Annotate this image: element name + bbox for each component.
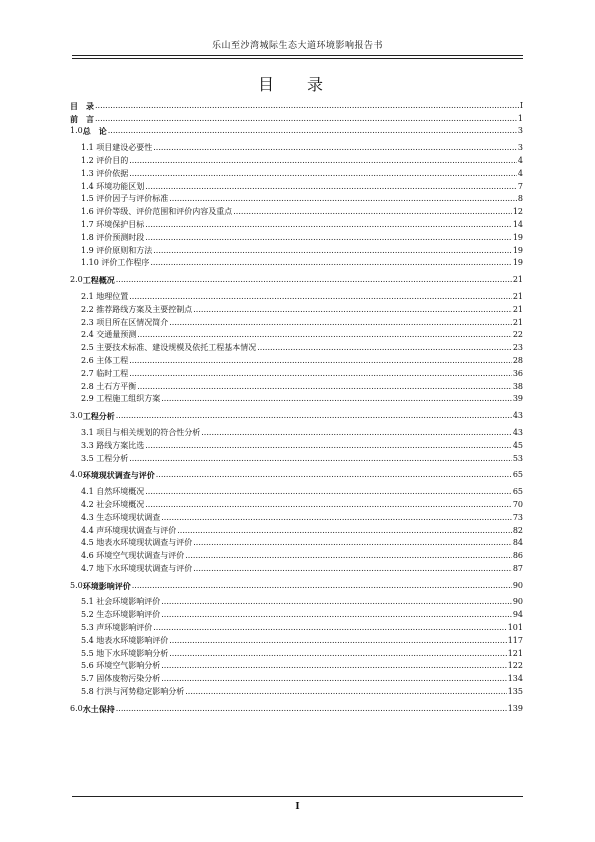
toc-section-entry[interactable] <box>70 607 523 620</box>
toc-chapter-entry[interactable] <box>70 124 523 137</box>
toc-entry-label: 5.2 生态环境影响评价 <box>81 610 161 620</box>
toc-entry-page: 94 <box>512 610 523 620</box>
toc-section-entry[interactable] <box>70 392 523 405</box>
toc-section-entry[interactable] <box>70 243 523 256</box>
toc-dot-leader <box>156 470 512 480</box>
page-title: 目 录 <box>257 75 338 94</box>
toc-dot-leader <box>145 233 512 243</box>
toc-entry-page: 14 <box>512 219 523 229</box>
toc-dot-leader <box>161 610 512 620</box>
toc-entry-page: 12 <box>512 207 523 217</box>
toc-entry-page: 38 <box>512 381 523 391</box>
toc-dot-leader <box>137 330 512 340</box>
toc-entry-label: 2.7 临时工程 <box>81 368 129 378</box>
toc-section-entry[interactable] <box>70 328 523 341</box>
toc-entry-page: 19 <box>512 232 523 242</box>
toc-entry-page: 21 <box>512 291 523 301</box>
toc-dot-leader <box>169 649 506 659</box>
toc-entry-page: 121 <box>507 648 523 658</box>
toc-entry-number: 5.0 <box>70 580 83 590</box>
toc-entry-label: 环境影响评价 <box>82 580 131 591</box>
toc-entry-page: I <box>519 100 523 110</box>
toc-entry-page: 22 <box>512 330 523 340</box>
toc-dot-leader <box>129 356 512 366</box>
toc-entry-page: 43 <box>512 411 523 421</box>
toc-dot-leader <box>116 704 507 714</box>
toc-dot-leader <box>150 258 511 268</box>
toc-entry-label: 5.7 固体废物污染分析 <box>81 674 161 684</box>
toc-entry-label: 1.4 环境功能区划 <box>81 181 145 191</box>
toc-section-entry[interactable] <box>70 510 523 523</box>
toc-section-entry[interactable] <box>70 484 523 497</box>
toc-entry-page: 3 <box>517 143 523 153</box>
toc-chapter-entry[interactable] <box>70 272 523 285</box>
toc-entry-page: 86 <box>512 551 523 561</box>
toc-entry-number: 1.0 <box>70 126 83 136</box>
toc-entry-label: 1.2 评价目的 <box>81 155 129 165</box>
toc-entry-label: 4.4 声环境现状调查与评价 <box>81 525 177 535</box>
toc-dot-leader <box>116 411 512 421</box>
toc-entry-label: 5.4 地表水环境影响评价 <box>81 635 169 645</box>
table-of-contents <box>70 98 523 714</box>
toc-section-entry[interactable] <box>70 497 523 510</box>
toc-section-entry[interactable] <box>70 561 523 574</box>
toc-dot-leader <box>193 305 512 315</box>
toc-section-entry[interactable] <box>70 646 523 659</box>
toc-entry-page: 135 <box>507 687 523 697</box>
footer-rule <box>72 796 523 797</box>
toc-dot-leader <box>169 636 506 646</box>
toc-entry-page: 84 <box>512 538 523 548</box>
toc-entry-label: 工程分析 <box>82 411 115 422</box>
toc-dot-leader <box>145 487 512 497</box>
toc-dot-leader <box>161 661 506 671</box>
toc-chapter-entry[interactable] <box>70 578 523 591</box>
toc-section-entry[interactable] <box>70 256 523 269</box>
toc-entry-label: 5.3 声环境影响评价 <box>81 623 153 633</box>
toc-entry-label: 环境现状调查与评价 <box>82 470 155 481</box>
toc-dot-leader <box>95 101 519 111</box>
toc-dot-leader <box>185 687 506 697</box>
toc-entry-page: 7 <box>517 181 523 191</box>
toc-dot-leader <box>129 156 517 166</box>
toc-section-entry[interactable] <box>70 366 523 379</box>
toc-chapter-entry[interactable] <box>70 408 523 421</box>
toc-section-entry[interactable] <box>70 659 523 672</box>
toc-entry-label: 1.3 评价依据 <box>81 168 129 178</box>
header-rule-thin <box>72 58 523 59</box>
toc-entry-page: 122 <box>507 661 523 671</box>
toc-section-entry[interactable] <box>70 595 523 608</box>
toc-entry-label: 目 录 <box>70 100 94 111</box>
toc-dot-leader <box>161 674 506 684</box>
toc-entry-label: 4.1 自然环境概况 <box>81 487 145 497</box>
toc-dot-leader <box>145 220 512 230</box>
toc-entry-page: 3 <box>517 126 523 136</box>
toc-entry-label: 前 言 <box>70 113 94 124</box>
toc-entry-label: 工程概况 <box>82 275 115 286</box>
toc-section-entry[interactable] <box>70 179 523 192</box>
toc-section-entry[interactable] <box>70 671 523 684</box>
toc-dot-leader <box>116 275 512 285</box>
toc-entry-page: 87 <box>512 563 523 573</box>
toc-section-entry[interactable] <box>70 340 523 353</box>
toc-entry-page: 39 <box>512 394 523 404</box>
toc-entry-page: 117 <box>507 635 523 645</box>
toc-section-entry[interactable] <box>70 451 523 464</box>
toc-dot-leader <box>108 126 517 136</box>
toc-section-entry[interactable] <box>70 166 523 179</box>
toc-entry-page: 45 <box>512 440 523 450</box>
footer-page-number: I <box>295 802 300 812</box>
toc-entry-label: 3.5 工程分析 <box>81 453 129 463</box>
toc-dot-leader <box>137 382 512 392</box>
toc-dot-leader <box>153 143 517 153</box>
toc-entry-label: 1.10 评价工作程序 <box>81 258 150 268</box>
toc-dot-leader <box>193 538 512 548</box>
toc-entry-label: 4.5 地表水环境现状调查与评价 <box>81 538 193 548</box>
toc-entry-page: 4 <box>517 155 523 165</box>
toc-section-entry[interactable] <box>70 523 523 536</box>
toc-entry-label: 4.2 社会环境概况 <box>81 499 145 509</box>
toc-dot-leader <box>132 581 512 591</box>
toc-section-entry[interactable] <box>70 217 523 230</box>
toc-section-entry[interactable] <box>70 204 523 217</box>
toc-dot-leader <box>129 454 512 464</box>
toc-entry-page: 70 <box>512 499 523 509</box>
toc-entry-label: 2.2 推荐路线方案及主要控制点 <box>81 304 193 314</box>
toc-entry-label: 2.1 地理位置 <box>81 291 129 301</box>
toc-entry-page: 21 <box>512 317 523 327</box>
toc-entry-page: 28 <box>512 355 523 365</box>
toc-entry-label: 1.5 评价因子与评价标准 <box>81 194 169 204</box>
toc-entry-number: 2.0 <box>70 275 83 285</box>
toc-dot-leader <box>233 207 512 217</box>
toc-entry-page: 1 <box>517 113 523 123</box>
toc-dot-leader <box>185 551 512 561</box>
toc-entry-page: 21 <box>512 275 523 285</box>
toc-entry-label: 3.3 路线方案比选 <box>81 440 145 450</box>
toc-dot-leader <box>129 169 517 179</box>
toc-entry-label: 5.8 行洪与河势稳定影响分析 <box>81 687 185 697</box>
toc-entry-label: 总 论 <box>82 126 107 137</box>
toc-entry-page: 21 <box>512 304 523 314</box>
toc-section-entry[interactable] <box>70 633 523 646</box>
toc-dot-leader <box>169 318 512 328</box>
toc-section-entry[interactable] <box>70 684 523 697</box>
toc-chapter-entry[interactable] <box>70 468 523 481</box>
toc-entry-label: 2.8 土石方平衡 <box>81 381 137 391</box>
toc-entry-page: 101 <box>507 623 523 633</box>
toc-dot-leader <box>95 114 517 124</box>
toc-entry-page: 139 <box>507 703 523 713</box>
toc-entry-page: 73 <box>512 512 523 522</box>
toc-dot-leader <box>193 564 512 574</box>
toc-section-entry[interactable] <box>70 302 523 315</box>
toc-entry-page: 23 <box>512 343 523 353</box>
toc-entry-label: 1.9 评价原则和方法 <box>81 245 153 255</box>
running-header: 乐山至沙湾城际生态大道环境影响报告书 <box>211 41 383 51</box>
toc-entry-label: 2.5 主要技术标准、建设规模及依托工程基本情况 <box>81 343 257 353</box>
toc-entry-page: 19 <box>512 245 523 255</box>
toc-entry-label: 2.6 主体工程 <box>81 355 129 365</box>
toc-section-entry[interactable] <box>70 192 523 205</box>
toc-entry-label: 水土保持 <box>82 703 115 714</box>
toc-entry-label: 4.7 地下水环境现状调查与评价 <box>81 563 193 573</box>
toc-entry-number: 4.0 <box>70 470 83 480</box>
toc-entry-page: 53 <box>512 453 523 463</box>
toc-dot-leader <box>145 182 517 192</box>
toc-chapter-entry[interactable] <box>70 111 523 124</box>
toc-entry-label: 5.5 地下水环境影响分析 <box>81 648 169 658</box>
toc-chapter-entry[interactable] <box>70 98 523 111</box>
toc-entry-page: 134 <box>507 674 523 684</box>
toc-chapter-entry[interactable] <box>70 701 523 714</box>
toc-dot-leader <box>161 513 512 523</box>
toc-entry-page: 90 <box>512 597 523 607</box>
toc-entry-page: 4 <box>517 168 523 178</box>
toc-entry-page: 82 <box>512 525 523 535</box>
toc-entry-label: 4.3 生态环境现状调查 <box>81 512 161 522</box>
toc-section-entry[interactable] <box>70 425 523 438</box>
toc-dot-leader <box>145 500 512 510</box>
toc-section-entry[interactable] <box>70 379 523 392</box>
toc-entry-label: 4.6 环境空气现状调查与评价 <box>81 551 185 561</box>
toc-entry-label: 5.6 环境空气影响分析 <box>81 661 161 671</box>
toc-section-entry[interactable] <box>70 140 523 153</box>
toc-entry-label: 2.3 项目所在区情况简介 <box>81 317 169 327</box>
toc-dot-leader <box>153 623 506 633</box>
toc-entry-label: 3.1 项目与相关规划的符合性分析 <box>81 427 201 437</box>
toc-entry-page: 8 <box>517 194 523 204</box>
toc-section-entry[interactable] <box>70 315 523 328</box>
toc-dot-leader <box>201 428 512 438</box>
toc-entry-label: 1.6 评价等级、评价范围和评价内容及重点 <box>81 207 233 217</box>
toc-dot-leader <box>129 369 512 379</box>
toc-section-entry[interactable] <box>70 230 523 243</box>
toc-dot-leader <box>153 246 512 256</box>
toc-section-entry[interactable] <box>70 353 523 366</box>
toc-entry-page: 65 <box>512 487 523 497</box>
toc-entry-page: 36 <box>512 368 523 378</box>
toc-entry-label: 1.7 环境保护目标 <box>81 219 145 229</box>
toc-entry-page: 65 <box>512 470 523 480</box>
toc-entry-label: 2.4 交通量预测 <box>81 330 137 340</box>
toc-dot-leader <box>161 597 512 607</box>
toc-dot-leader <box>145 441 512 451</box>
header-rule <box>72 55 523 56</box>
toc-section-entry[interactable] <box>70 153 523 166</box>
toc-entry-label: 1.8 评价预测时段 <box>81 232 145 242</box>
toc-dot-leader <box>169 194 517 204</box>
toc-entry-label: 2.9 工程施工组织方案 <box>81 394 161 404</box>
toc-entry-number: 3.0 <box>70 411 83 421</box>
toc-section-entry[interactable] <box>70 620 523 633</box>
toc-entry-number: 6.0 <box>70 703 83 713</box>
toc-section-entry[interactable] <box>70 536 523 549</box>
toc-entry-label: 1.1 项目建设必要性 <box>81 143 153 153</box>
toc-section-entry[interactable] <box>70 289 523 302</box>
toc-dot-leader <box>177 526 512 536</box>
toc-section-entry[interactable] <box>70 438 523 451</box>
toc-entry-page: 19 <box>512 258 523 268</box>
toc-dot-leader <box>129 292 512 302</box>
toc-entry-label: 5.1 社会环境影响评价 <box>81 597 161 607</box>
toc-entry-page: 43 <box>512 427 523 437</box>
toc-dot-leader <box>161 394 512 404</box>
toc-section-entry[interactable] <box>70 548 523 561</box>
toc-entry-page: 90 <box>512 580 523 590</box>
toc-dot-leader <box>257 343 512 353</box>
